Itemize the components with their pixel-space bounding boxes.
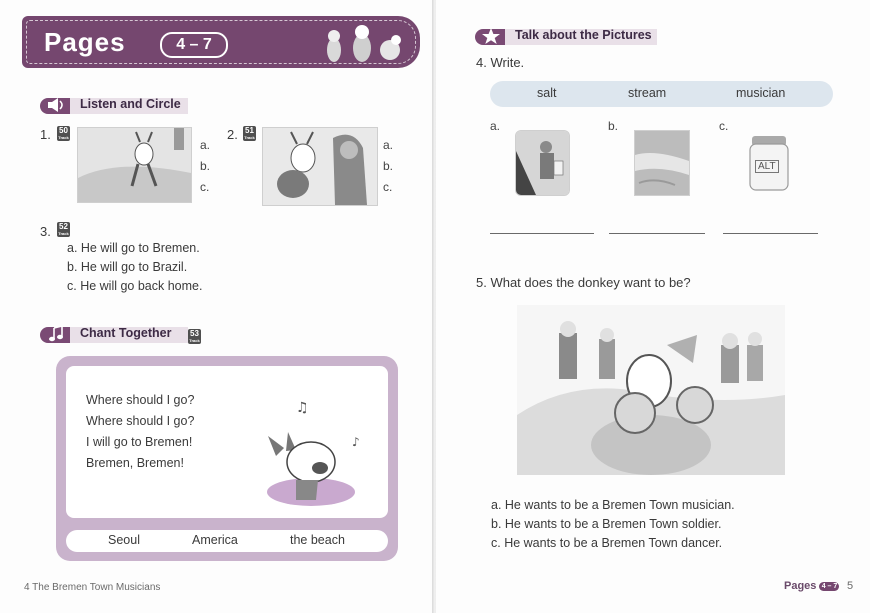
chant-lines bbox=[86, 390, 194, 474]
footer-range-badge: 4 – 7 bbox=[819, 582, 839, 591]
chant-line: Where should I go? bbox=[86, 393, 195, 407]
chant-choice-strip bbox=[66, 530, 388, 552]
left-page-number: 4 bbox=[24, 582, 30, 593]
chant-together-title: Chant Together bbox=[80, 326, 172, 340]
question-5-prompt: 5. What does the donkey want to be? bbox=[476, 275, 691, 290]
listen-and-circle-title: Listen and Circle bbox=[80, 97, 181, 111]
choice-the-beach[interactable]: the beach bbox=[290, 533, 345, 547]
word-musician: musician bbox=[736, 86, 786, 100]
option-c[interactable]: c. bbox=[383, 180, 393, 194]
answer-line-c[interactable] bbox=[723, 233, 818, 234]
word-bank bbox=[490, 81, 833, 107]
answer-c[interactable]: c. He wants to be a Bremen Town dancer. bbox=[491, 536, 723, 550]
option-a[interactable]: a. bbox=[383, 138, 394, 152]
svg-text:♫: ♫ bbox=[296, 400, 309, 416]
track-badge-52: 52 Track bbox=[58, 222, 69, 236]
salt-shaker-picture bbox=[748, 134, 796, 192]
right-footer bbox=[784, 580, 839, 592]
track-badge-53: 53 Track bbox=[189, 329, 200, 343]
question-1-options bbox=[200, 135, 210, 198]
star-icon bbox=[481, 27, 501, 45]
stream-picture bbox=[634, 130, 690, 196]
option-a[interactable]: a. bbox=[200, 138, 211, 152]
left-page bbox=[0, 0, 434, 613]
word-salt: salt bbox=[537, 86, 557, 100]
question-4-prompt: 4. Write. bbox=[476, 55, 525, 70]
question-1-picture bbox=[77, 127, 192, 203]
banner-page-range: 4 – 7 bbox=[160, 32, 228, 58]
left-footer bbox=[24, 582, 160, 593]
animal-musicians-illustration bbox=[312, 20, 412, 66]
answer-line-a[interactable] bbox=[490, 233, 594, 234]
pages-banner bbox=[22, 16, 420, 68]
option-b[interactable]: b. bbox=[200, 159, 211, 173]
chant-line: Bremen, Bremen! bbox=[86, 456, 184, 470]
track-badge-50: 50 Track bbox=[58, 126, 69, 140]
listen-and-circle-header bbox=[40, 96, 200, 114]
answer-b[interactable]: b. He wants to be a Bremen Town soldier. bbox=[491, 517, 722, 531]
question-3-number: 3. bbox=[40, 224, 51, 239]
label-c: c. bbox=[719, 119, 729, 133]
speaker-icon bbox=[46, 96, 66, 114]
sentence-b[interactable]: b. He will go to Brazil. bbox=[67, 260, 188, 274]
sentence-a[interactable]: a. He will go to Bremen. bbox=[67, 241, 200, 255]
track-badge-51: 51 Track bbox=[244, 126, 255, 140]
answer-line-b[interactable] bbox=[609, 233, 705, 234]
book-title: The Bremen Town Musicians bbox=[32, 582, 161, 593]
footer-pages-label: Pages bbox=[784, 580, 817, 592]
question-5-answers bbox=[491, 496, 735, 553]
talk-about-the-pictures-title: Talk about the Pictures bbox=[515, 28, 652, 42]
musician-picture bbox=[515, 130, 570, 196]
question-2-options bbox=[383, 135, 393, 198]
option-c[interactable]: c. bbox=[200, 180, 210, 194]
donkey-parade-illustration bbox=[517, 305, 785, 475]
label-a: a. bbox=[490, 119, 501, 133]
question-2-number: 2. bbox=[227, 127, 238, 142]
choice-seoul[interactable]: Seoul bbox=[108, 533, 140, 547]
svg-text:♪: ♪ bbox=[352, 435, 360, 449]
label-b: b. bbox=[608, 119, 619, 133]
salt-label: ALT bbox=[755, 160, 779, 173]
word-stream: stream bbox=[628, 86, 667, 100]
talk-about-the-pictures-header bbox=[475, 27, 665, 45]
chant-together-header bbox=[40, 325, 200, 343]
music-note-icon bbox=[46, 325, 66, 343]
right-page-number: 5 bbox=[847, 580, 854, 592]
chant-box bbox=[56, 356, 398, 561]
question-2-picture bbox=[262, 127, 378, 206]
chant-lyrics-panel bbox=[66, 366, 388, 518]
question-3-sentences bbox=[67, 239, 202, 296]
chant-line: I will go to Bremen! bbox=[86, 435, 193, 449]
choice-america[interactable]: America bbox=[192, 533, 238, 547]
question-1-number: 1. bbox=[40, 127, 51, 142]
chant-line: Where should I go? bbox=[86, 414, 195, 428]
sentence-c[interactable]: c. He will go back home. bbox=[67, 279, 203, 293]
singing-donkey-illustration bbox=[256, 396, 366, 511]
banner-title: Pages bbox=[44, 27, 126, 57]
answer-a[interactable]: a. He wants to be a Bremen Town musician. bbox=[491, 498, 735, 512]
option-b[interactable]: b. bbox=[383, 159, 394, 173]
